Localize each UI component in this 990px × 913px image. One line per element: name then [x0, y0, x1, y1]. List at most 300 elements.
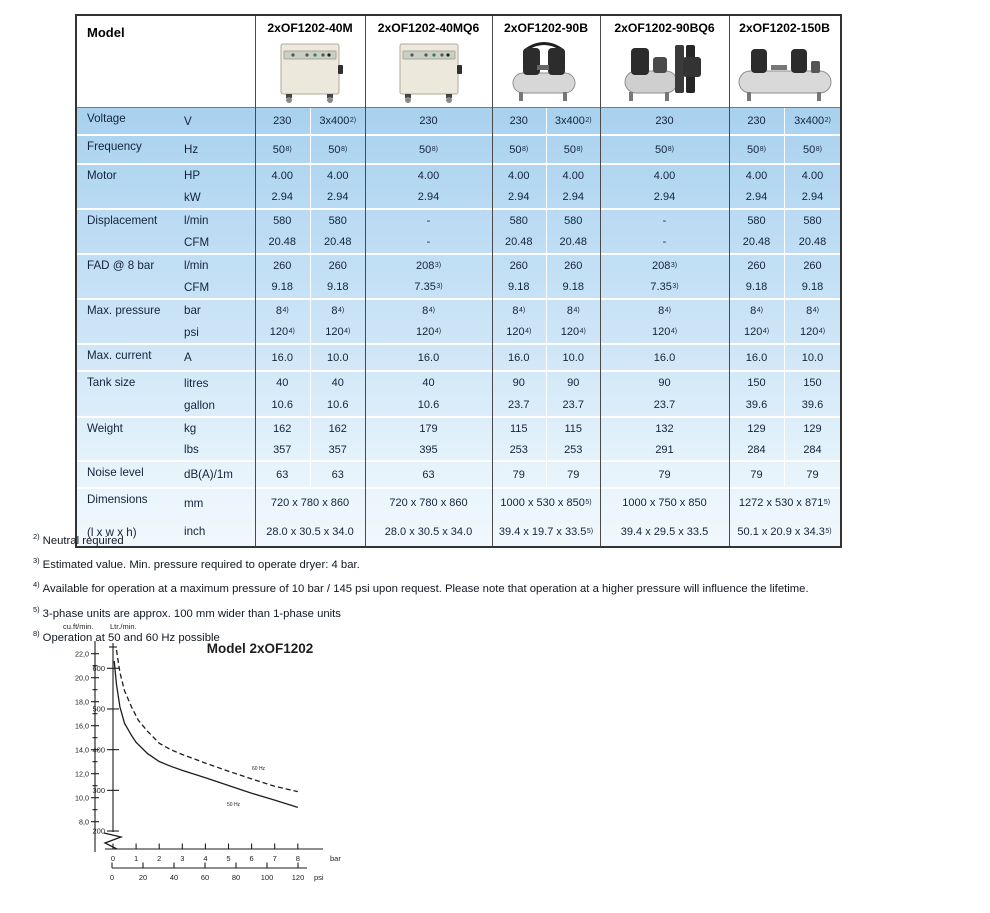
cell-value: 90 [546, 372, 601, 394]
table-cell [600, 418, 729, 439]
fad-flow-chart [55, 616, 400, 908]
axis-tick-label: 20,0 [75, 673, 89, 683]
cell-value: 208 3) [415, 259, 442, 272]
table-row [77, 343, 840, 370]
product-photo [386, 41, 472, 105]
axis-tick-label: 18,0 [75, 697, 89, 707]
unit-label: A [184, 351, 192, 364]
table-cell [492, 462, 600, 487]
cell-value: 162 [310, 418, 366, 439]
cell-value: 10.0 [310, 345, 366, 370]
table-cell [492, 489, 600, 518]
cabinet-compressor [267, 35, 353, 107]
cell-value: 16.0 [653, 351, 676, 364]
table-cell [600, 232, 729, 254]
cell-value: 40 [422, 377, 435, 389]
unit-label: litres [184, 376, 209, 390]
cell-value: 115 [509, 422, 528, 435]
footnote-text: Estimated value. Min. pressure required to operate dryer: 4 bar. [42, 559, 360, 572]
cell-value: 1000 x 530 x 850 5) [500, 497, 592, 510]
axis-tick-label: 12,0 [75, 769, 89, 779]
cell-value: 8 4) [546, 300, 601, 322]
table-cell [255, 108, 365, 134]
cell-value: 20.48 [310, 232, 366, 254]
table-cell [365, 165, 492, 187]
cell-value: 39.6 [745, 399, 768, 411]
table-cell [600, 300, 729, 322]
table-cell [729, 136, 840, 163]
cell-value: 120 4) [415, 326, 442, 339]
model-name: 2xOF1202-90B [503, 21, 588, 35]
cell-value: 1272 x 530 x 871 5) [738, 497, 831, 510]
cell-value: 50 8) [546, 136, 601, 163]
unit-label: bar [184, 304, 201, 318]
cell-value: 2.94 [417, 191, 440, 204]
twin-motor-tank-compressor [503, 35, 589, 107]
table-cell [365, 418, 492, 439]
axis-tick-label: 80 [231, 873, 241, 882]
cell-value: 230 [419, 115, 438, 127]
table-cell [600, 372, 729, 394]
table-row [77, 298, 840, 343]
row-label [77, 345, 182, 370]
table-cell [365, 187, 492, 209]
table-cell [729, 108, 840, 134]
table-row [77, 460, 840, 487]
cell-value: 3x400 2) [310, 108, 366, 134]
cell-value: 4.00 [417, 169, 440, 182]
cell-value: 230 [273, 115, 292, 127]
cell-value: 284 [747, 443, 766, 456]
table-row [77, 253, 840, 298]
cell-value: 1000 x 750 x 850 [622, 497, 707, 510]
axis-tick-label: 0 [110, 854, 116, 863]
bar-axis-unit: bar [330, 854, 341, 863]
product-photo [619, 41, 711, 105]
table-cell [729, 210, 840, 232]
table-cell [729, 489, 840, 518]
table-cell [729, 372, 840, 394]
cell-value: 10.0 [784, 345, 840, 370]
table-cell [492, 322, 600, 344]
cell-value: 115 [546, 418, 601, 439]
cell-value: 580 [310, 210, 366, 232]
cell-value: 50 8) [272, 143, 292, 156]
table-cell [492, 255, 600, 277]
column-divider [255, 16, 256, 546]
cell-value: 253 [546, 439, 601, 460]
cell-value: 10.0 [546, 345, 601, 370]
table-cell [255, 372, 365, 394]
model-name: 2xOF1202-40MQ6 [377, 21, 480, 35]
cell-value: 291 [655, 443, 674, 456]
cell-value: 8 4) [512, 304, 526, 317]
cell-value: 10.6 [417, 399, 440, 411]
axis-tick-label: 600 [92, 663, 105, 673]
table-cell [365, 300, 492, 322]
table-cell [492, 108, 600, 134]
table-cell [729, 418, 840, 439]
table-cell [255, 255, 365, 277]
axis-tick-label: 120 [291, 873, 305, 882]
table-cell [492, 394, 600, 416]
row-label-text: Dimensions [87, 493, 148, 506]
table-cell [600, 165, 729, 187]
row-label-text: Noise level [87, 466, 144, 479]
model-name: 2xOF1202-90BQ6 [614, 21, 715, 35]
product-photo [267, 41, 353, 105]
cell-value: 260 [509, 259, 528, 272]
cell-value: 63 [422, 468, 435, 481]
unit-label: CFM [184, 280, 210, 294]
model-column [729, 16, 840, 107]
model-column [365, 16, 492, 107]
cell-value: 50.1 x 20.9 x 34.3 5) [737, 525, 832, 538]
row-label-text: Max. pressure [87, 304, 161, 317]
row-label [77, 300, 182, 343]
cell-value: 7.35 3) [650, 281, 679, 294]
cell-value: 9.18 [546, 277, 601, 299]
axis-tick-label: 300 [92, 785, 105, 795]
table-cell [492, 277, 600, 299]
row-label [77, 372, 182, 416]
cell-value: 50 8) [419, 143, 438, 156]
axis-tick-label: 6 [249, 854, 254, 863]
cell-value: 63 [276, 468, 289, 481]
table-cell [729, 277, 840, 299]
cell-value: 9.18 [508, 281, 530, 294]
cell-value: 720 x 780 x 860 [270, 497, 350, 510]
table-cell [492, 136, 600, 163]
series-label: 60 Hz [252, 766, 266, 772]
table-cell [729, 394, 840, 416]
axis-tick-label: 16,0 [75, 721, 89, 731]
table-cell [729, 255, 840, 277]
cell-value: 20.48 [504, 236, 533, 249]
cell-value: 2.94 [745, 191, 768, 204]
axis-tick-label: 14,0 [75, 745, 89, 755]
cell-value: 8 4) [422, 304, 435, 317]
cell-value: 40 [276, 377, 289, 389]
row-label [77, 255, 182, 298]
cell-value: 23.7 [508, 399, 530, 411]
cell-value: 4.00 [508, 169, 530, 182]
cell-value: 720 x 780 x 860 [389, 497, 468, 510]
cell-value: 8 4) [658, 304, 671, 317]
column-divider [600, 16, 601, 546]
cell-value: 2.94 [508, 191, 530, 204]
table-cell [365, 489, 492, 518]
row-label-text: Motor [87, 169, 117, 182]
table-cell [365, 372, 492, 394]
table-row [77, 416, 840, 460]
axis-tick-label: 4 [203, 854, 208, 863]
table-cell [255, 489, 365, 518]
table-cell [729, 300, 840, 322]
cell-value: 580 [509, 214, 528, 227]
column-divider [729, 16, 730, 546]
table-header [77, 16, 840, 108]
row-label [77, 210, 182, 253]
cell-value: 260 [310, 255, 366, 277]
unit-label: CFM [184, 235, 210, 249]
table-cell [365, 462, 492, 487]
table-cell [255, 439, 365, 460]
unit-label: l/min [184, 259, 209, 273]
row-label [77, 418, 182, 460]
cell-value: 150 [784, 372, 840, 394]
table-cell [492, 345, 600, 370]
axis-tick-label: 2 [157, 854, 162, 863]
cell-value: 20.48 [546, 232, 601, 254]
table-row [77, 208, 840, 253]
table-row [77, 134, 840, 163]
cell-value: 90 [658, 377, 671, 389]
table-cell [365, 277, 492, 299]
cell-value: 10.6 [310, 394, 366, 416]
y-axis-outer-label: cu.ft/min. [63, 622, 94, 631]
cell-value: 79 [546, 462, 601, 487]
row-label-text: FAD @ 8 bar [87, 259, 155, 272]
cell-value: 580 [273, 214, 292, 227]
table-cell [255, 210, 365, 232]
footnote-text: Operation at 50 and 60 Hz possible [42, 631, 220, 644]
table-row [77, 108, 840, 134]
row-label-text: Weight [87, 422, 123, 435]
table-cell [492, 165, 600, 187]
cell-value: 4.00 [653, 169, 676, 182]
cell-value: 16.0 [508, 351, 530, 364]
axis-tick-label: 100 [260, 873, 274, 882]
table-cell [255, 277, 365, 299]
row-label [77, 462, 182, 487]
cell-value: 8 4) [275, 304, 289, 317]
cell-value: 129 [784, 418, 840, 439]
table-cell [365, 439, 492, 460]
table-cell [492, 187, 600, 209]
table-cell [600, 255, 729, 277]
axis-tick-label: 8,0 [79, 817, 89, 827]
cell-value: 230 [747, 115, 766, 127]
table-cell [255, 136, 365, 163]
axis-tick-label: 500 [92, 704, 105, 714]
axis-tick-label: 400 [92, 745, 105, 755]
table-cell [729, 462, 840, 487]
table-cell [255, 418, 365, 439]
table-cell [600, 439, 729, 460]
cell-value: 132 [655, 422, 674, 435]
unit-label: Hz [184, 143, 199, 156]
footnote-marker: 2) [33, 532, 40, 541]
cell-value: 3x400 2) [546, 108, 601, 134]
cell-value: 16.0 [271, 351, 293, 364]
cell-value: 79 [512, 468, 525, 481]
column-divider [365, 16, 366, 546]
row-label-text: Displacement [87, 214, 158, 227]
table-cell [365, 210, 492, 232]
cell-value: 79 [784, 462, 840, 487]
table-cell [729, 165, 840, 187]
cell-value: 50 8) [747, 143, 766, 156]
axis-tick-label: 22,0 [75, 649, 89, 659]
cell-value: 28.0 x 30.5 x 34.0 [266, 525, 354, 538]
cell-value: 260 [273, 259, 292, 272]
cell-value: 162 [273, 422, 292, 435]
long-twin-motor-tank-compressor [735, 35, 835, 107]
table-cell [600, 210, 729, 232]
table-cell [729, 187, 840, 209]
cell-value: 120 4) [269, 326, 295, 339]
cell-value: 4.00 [271, 169, 293, 182]
table-cell [365, 322, 492, 344]
unit-label: l/min [184, 214, 209, 228]
cell-value: 39.6 [784, 394, 840, 416]
table-cell [492, 210, 600, 232]
cell-value: 8 4) [784, 300, 840, 322]
cell-value: 120 4) [784, 322, 840, 344]
table-cell [729, 232, 840, 254]
cell-value: 4.00 [784, 165, 840, 187]
cell-value: 179 [419, 422, 438, 435]
row-label [77, 165, 182, 208]
cell-value: 129 [747, 422, 766, 435]
cell-value: - [662, 214, 667, 227]
footnote-text: Available for operation at a maximum pressure of 10 bar / 145 psi upon request. Please note that operation at a higher pressure will influence the lifetime. [42, 583, 809, 596]
cell-value: 50 8) [509, 143, 529, 156]
y-axis-label: Ltr./min. [110, 622, 137, 631]
cell-value: 8 4) [750, 304, 763, 317]
cell-value: 120 4) [743, 326, 770, 339]
model-column [255, 16, 365, 107]
cell-value: 90 [512, 377, 525, 389]
unit-label: dB(A)/1m [184, 468, 233, 481]
table-cell [365, 345, 492, 370]
chart-title: Model 2xOF1202 [206, 641, 314, 656]
cell-value: 260 [747, 259, 766, 272]
tank-compressor-with-dryer [619, 35, 711, 107]
table-cell [729, 322, 840, 344]
axis-tick-label: 8 [295, 854, 300, 863]
cell-value: 9.18 [745, 281, 768, 294]
cell-value: 79 [658, 468, 671, 481]
table-cell [492, 372, 600, 394]
row-label-text: Voltage [87, 112, 126, 125]
cell-value: 284 [784, 439, 840, 460]
table-cell [365, 394, 492, 416]
model-column [600, 16, 729, 107]
row-label-text: Tank size [87, 376, 136, 389]
unit-label: psi [184, 325, 199, 339]
table-cell [255, 165, 365, 187]
cell-value: 208 3) [651, 259, 678, 272]
table-cell [255, 187, 365, 209]
cell-value: 4.00 [745, 169, 768, 182]
table-body [77, 108, 840, 546]
psi-axis-unit: psi [314, 873, 324, 882]
cell-value: 580 [784, 210, 840, 232]
unit-label: V [184, 114, 192, 128]
table-cell [255, 300, 365, 322]
cell-value: 50 8) [784, 136, 840, 163]
cell-value: 8 4) [310, 300, 366, 322]
table-cell [365, 255, 492, 277]
cell-value: 2.94 [546, 187, 601, 209]
cell-value: 580 [546, 210, 601, 232]
cell-value: 7.35 3) [414, 281, 443, 294]
footnote-marker: 3) [33, 556, 40, 566]
table-cell [365, 108, 492, 134]
series-label: 50 Hz [227, 802, 241, 808]
row-label-text: Frequency [87, 140, 142, 153]
table-cell [600, 489, 729, 518]
table-cell [255, 462, 365, 487]
table-cell [492, 418, 600, 439]
cell-value: 63 [310, 462, 366, 487]
axis-tick-label: 20 [138, 873, 148, 882]
footnote-marker: 8) [33, 628, 40, 638]
unit-label: mm [184, 496, 204, 510]
spec-table [75, 14, 842, 548]
cell-value: 23.7 [546, 394, 601, 416]
model-name: 2xOF1202-150B [739, 21, 830, 35]
cell-value: 50 8) [655, 143, 674, 156]
table-cell [365, 136, 492, 163]
footnote-line [33, 527, 978, 551]
cell-value: 357 [273, 443, 292, 456]
cell-value: 20.48 [784, 232, 840, 254]
table-cell [600, 277, 729, 299]
column-divider [492, 16, 493, 546]
unit-label: lbs [184, 443, 199, 456]
table-cell [600, 136, 729, 163]
footnote-text: 3-phase units are approx. 100 mm wider than 1-phase units [42, 607, 341, 620]
cell-value: 23.7 [653, 399, 676, 411]
table-cell [600, 345, 729, 370]
cell-value: 2.94 [310, 187, 366, 209]
table-cell [600, 108, 729, 134]
cell-value: 230 [509, 115, 528, 127]
cell-value: 2.94 [784, 187, 840, 209]
cell-value: - [662, 236, 667, 249]
unit-label: inch [184, 525, 206, 539]
product-photo [503, 41, 589, 105]
product-photo [735, 41, 835, 105]
cell-value: 9.18 [784, 277, 840, 299]
cell-value: 150 [747, 377, 766, 389]
table-cell [729, 345, 840, 370]
cell-value: 16.0 [745, 351, 768, 364]
cell-value: 50 8) [310, 136, 366, 163]
table-cell [600, 394, 729, 416]
table-cell [255, 232, 365, 254]
table-row [77, 163, 840, 208]
row-label-subtext: (l x w x h) [87, 526, 137, 539]
cell-value: - [426, 214, 431, 227]
model-name: 2xOF1202-40M [267, 21, 353, 35]
unit-label: HP [184, 169, 201, 183]
cell-value: - [426, 236, 431, 249]
model-header-label: Model [87, 25, 125, 40]
cell-value: 260 [784, 255, 840, 277]
axis-tick-label: 10,0 [75, 793, 89, 803]
model-column [492, 16, 600, 107]
cell-value: 253 [509, 443, 528, 456]
table-cell [255, 394, 365, 416]
cell-value: 120 4) [506, 326, 532, 339]
cell-value: 39.4 x 29.5 x 33.5 [620, 525, 709, 538]
cell-value: 2.94 [271, 191, 293, 204]
table-cell [492, 439, 600, 460]
